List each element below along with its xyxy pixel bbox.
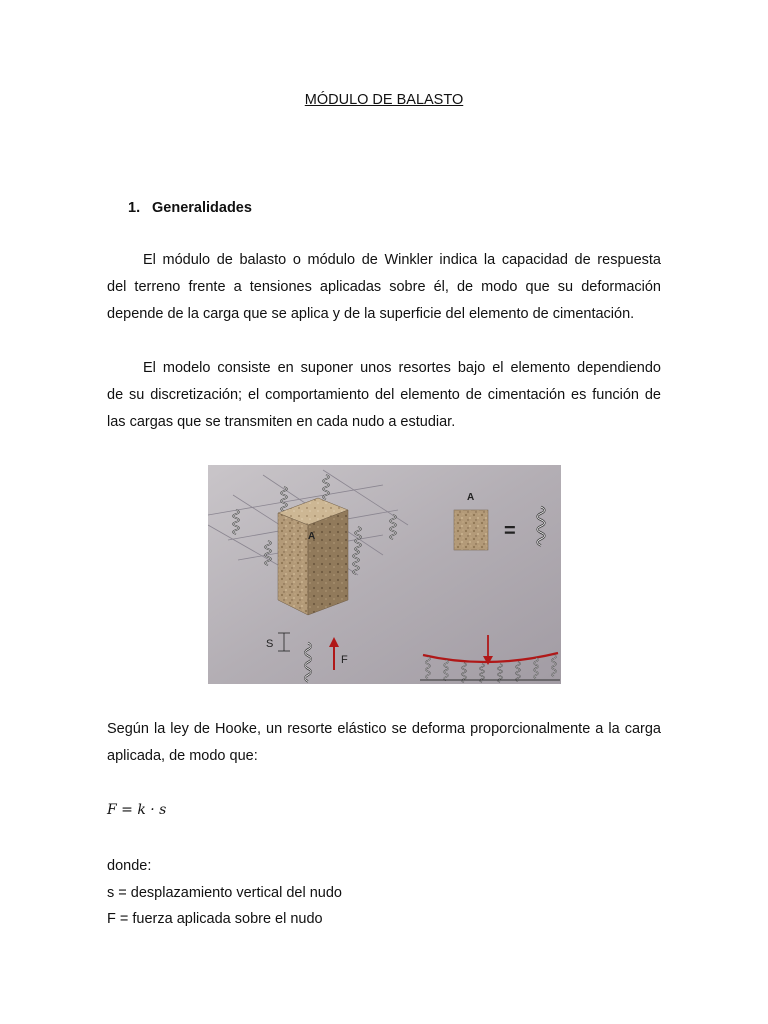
paragraph-line: Según la ley de Hooke, un resorte elástico se deforma proporcionalmente a la carga [107, 721, 661, 737]
figure-background [208, 465, 561, 684]
definitions-intro: donde: [107, 858, 152, 874]
definition-item: s = desplazamiento vertical del nudo [107, 884, 342, 901]
section-number: 1. [128, 200, 141, 216]
small-soil-block [454, 510, 488, 550]
document-title: MÓDULO DE BALASTO [304, 92, 464, 108]
paragraph-line: de su discretización; el comportamiento del elemento de cimentación es función de [107, 387, 661, 403]
figure-label-a-small: A [467, 492, 475, 503]
figure-equals-sign: = [504, 520, 516, 542]
paragraph-line: aplicada, de modo que: [107, 748, 258, 764]
section-title: Generalidades [152, 200, 252, 216]
paragraph-spring-model [107, 355, 661, 436]
paragraph-line: depende de la carga que se aplica y de la superficie del elemento de cimentación. [107, 306, 635, 322]
figure-label-f: F [341, 654, 348, 666]
definition-item: F = fuerza aplicada sobre el nudo [107, 911, 323, 927]
figure-label-a-block: A [308, 531, 316, 542]
paragraph-line: las cargas que se transmiten en cada nudo a estudiar. [107, 414, 456, 430]
paragraph-line: El modelo consiste en suponer unos resortes bajo el elemento dependiendo [143, 360, 661, 376]
soil-block [278, 498, 348, 615]
hooke-formula: F = k · s [107, 802, 167, 818]
definitions-list [107, 853, 342, 933]
paragraph-line: del terreno frente a tensiones aplicadas sobre él, de modo que su deformación [107, 279, 661, 295]
paragraph-line: El módulo de balasto o módulo de Winkler indica la capacidad de respuesta [143, 252, 661, 268]
paragraph-winkler-definition [107, 247, 661, 328]
section-heading [128, 200, 252, 216]
figure-label-s: S [266, 638, 274, 650]
paragraph-hooke-law [107, 716, 661, 770]
winkler-spring-illustration [208, 465, 561, 684]
